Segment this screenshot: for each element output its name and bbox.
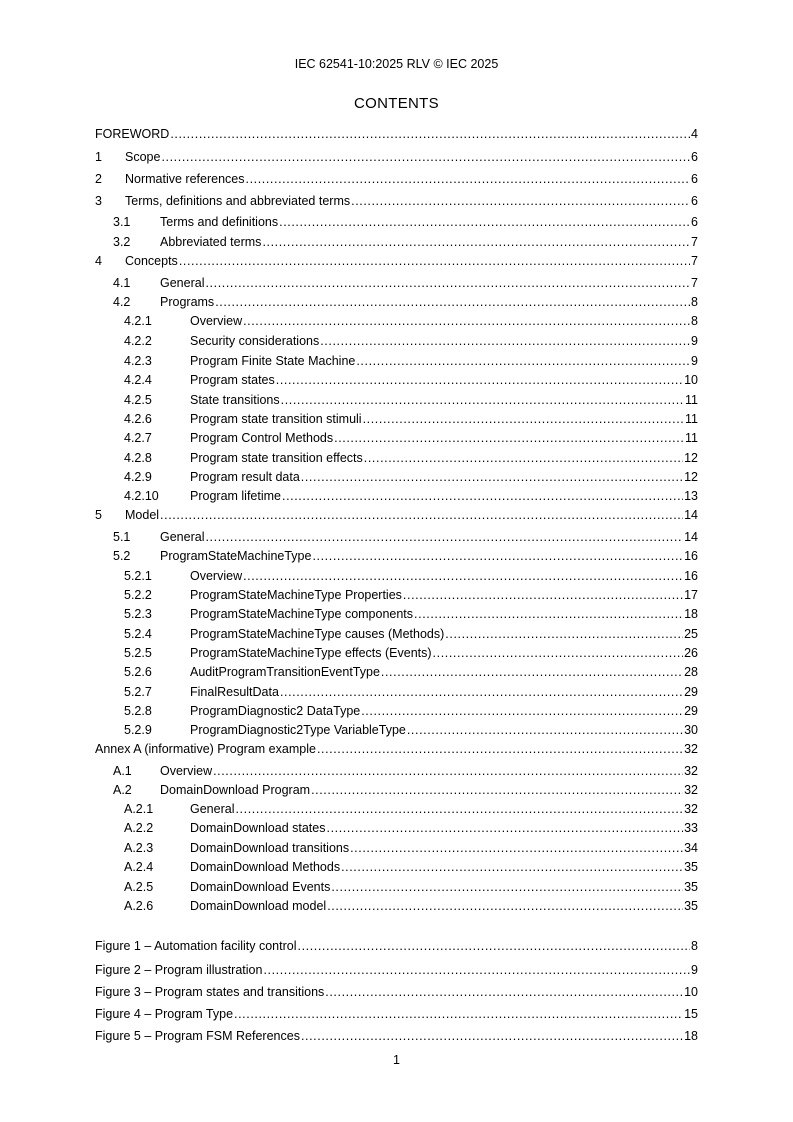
toc-entry-label: DomainDownload transitions <box>190 841 350 855</box>
toc-entry[interactable] <box>95 507 698 523</box>
toc-entry-label: AuditProgramTransitionEventType <box>190 665 380 679</box>
toc-entry-number: 4.2.1 <box>124 314 152 328</box>
toc-entry-page: 25 <box>684 627 698 641</box>
toc-entry-number: 5.1 <box>113 530 131 544</box>
toc-entry-page: 7 <box>691 276 698 290</box>
page-number: 1 <box>393 1053 400 1067</box>
toc-entry-page: 18 <box>684 1029 698 1043</box>
toc-entry[interactable] <box>95 469 698 485</box>
toc-entry[interactable] <box>95 548 698 564</box>
toc-dot-leader <box>320 333 690 349</box>
toc-entry-page: 7 <box>691 254 698 268</box>
toc-entry-label: Figure 1 – Automation facility control <box>95 939 297 953</box>
toc-entry-number: 4.2.6 <box>124 412 152 426</box>
toc-entry-page: 15 <box>684 1007 698 1021</box>
toc-entry-page: 34 <box>684 841 698 855</box>
toc-entry[interactable] <box>95 898 698 914</box>
toc-dot-leader <box>215 294 690 310</box>
toc-entry[interactable] <box>95 938 698 954</box>
toc-entry-label: DomainDownload model <box>190 899 327 913</box>
toc-dot-leader <box>325 984 683 1000</box>
toc-entry-page: 6 <box>691 150 698 164</box>
toc-dot-leader <box>317 741 683 757</box>
toc-dot-leader <box>280 684 683 700</box>
toc-entry[interactable] <box>95 782 698 798</box>
toc-entry[interactable] <box>95 193 698 209</box>
toc-entry-number: 5.2.8 <box>124 704 152 718</box>
toc-entry[interactable] <box>95 275 698 291</box>
toc-entry-page: 29 <box>684 685 698 699</box>
toc-entry-page: 6 <box>691 194 698 208</box>
toc-entry-page: 8 <box>691 314 698 328</box>
toc-entry-page: 26 <box>684 646 698 660</box>
toc-entry-number: 3.2 <box>113 235 131 249</box>
toc-dot-leader <box>213 763 683 779</box>
toc-entry[interactable] <box>95 392 698 408</box>
toc-entry-page: 35 <box>684 899 698 913</box>
toc-entry[interactable] <box>95 626 698 642</box>
toc-entry[interactable] <box>95 722 698 738</box>
toc-entry-number: 5.2.5 <box>124 646 152 660</box>
toc-entry[interactable] <box>95 294 698 310</box>
toc-entry-label: ProgramStateMachineType causes (Methods) <box>190 627 445 641</box>
toc-entry-label: ProgramStateMachineType Properties <box>190 588 402 602</box>
toc-entry[interactable] <box>95 645 698 661</box>
toc-entry[interactable] <box>95 664 698 680</box>
toc-entry-page: 33 <box>684 821 698 835</box>
toc-entry-page: 6 <box>691 215 698 229</box>
toc-entry-number: 4.2.4 <box>124 373 152 387</box>
toc-dot-leader <box>433 645 684 661</box>
toc-entry-label: Program lifetime <box>190 489 281 503</box>
toc-dot-leader <box>350 840 683 856</box>
toc-entry-page: 18 <box>684 607 698 621</box>
toc-dot-leader <box>301 1028 683 1044</box>
document-header: IEC 62541-10:2025 RLV © IEC 2025 <box>294 57 499 71</box>
toc-dot-leader <box>407 722 683 738</box>
toc-entry-label: Annex A (informative) Program example <box>95 742 316 756</box>
toc-entry[interactable] <box>95 411 698 427</box>
toc-entry-label: Program result data <box>190 470 300 484</box>
toc-entry[interactable] <box>95 984 698 1000</box>
toc-entry-page: 30 <box>684 723 698 737</box>
toc-entry-number: 5.2.2 <box>124 588 152 602</box>
toc-dot-leader <box>243 313 690 329</box>
toc-entry-page: 35 <box>684 880 698 894</box>
toc-entry-number: A.1 <box>113 764 132 778</box>
page-title: CONTENTS <box>354 95 439 112</box>
toc-entry[interactable] <box>95 606 698 622</box>
toc-entry[interactable] <box>95 840 698 856</box>
toc-entry-page: 16 <box>684 569 698 583</box>
toc-entry-label: Figure 2 – Program illustration <box>95 963 263 977</box>
toc-entry-page: 16 <box>684 549 698 563</box>
toc-dot-leader <box>235 801 683 817</box>
toc-entry-page: 14 <box>684 508 698 522</box>
toc-dot-leader <box>445 626 683 642</box>
toc-entry-label: Program state transition effects <box>190 451 363 465</box>
toc-entry-label: FOREWORD <box>95 127 170 141</box>
toc-entry-page: 7 <box>691 235 698 249</box>
toc-entry-number: 4.2.10 <box>124 489 159 503</box>
toc-entry-page: 12 <box>684 470 698 484</box>
toc-entry-number: A.2.5 <box>124 880 154 894</box>
toc-entry-number: A.2.1 <box>124 802 154 816</box>
toc-entry-label: Program states <box>190 373 275 387</box>
toc-entry-number: 4.1 <box>113 276 131 290</box>
toc-entry-page: 6 <box>691 172 698 186</box>
toc-dot-leader <box>170 126 690 142</box>
toc-entry[interactable] <box>95 820 698 836</box>
toc-entry-page: 14 <box>684 530 698 544</box>
toc-entry[interactable] <box>95 353 698 369</box>
toc-entry-page: 35 <box>684 860 698 874</box>
toc-entry[interactable] <box>95 253 698 269</box>
toc-entry-label: ProgramStateMachineType effects (Events) <box>190 646 432 660</box>
toc-dot-leader <box>298 938 691 954</box>
toc-dot-leader <box>403 587 683 603</box>
toc-entry-number: A.2.4 <box>124 860 154 874</box>
toc-entry-label: Figure 4 – Program Type <box>95 1007 234 1021</box>
toc-entry-number: A.2 <box>113 783 132 797</box>
toc-entry-page: 8 <box>691 295 698 309</box>
toc-entry-label: ProgramDiagnostic2 DataType <box>190 704 361 718</box>
toc-entry-label: Program state transition stimuli <box>190 412 362 426</box>
toc-entry-label: Overview <box>190 314 243 328</box>
toc-dot-leader <box>331 879 683 895</box>
toc-entry-label: Security considerations <box>190 334 320 348</box>
toc-dot-leader <box>262 234 690 250</box>
toc-entry[interactable] <box>95 149 698 165</box>
toc-dot-leader <box>243 568 683 584</box>
toc-entry-number: 3 <box>95 194 102 208</box>
toc-entry-page: 28 <box>684 665 698 679</box>
toc-entry[interactable] <box>95 450 698 466</box>
toc-dot-leader <box>179 253 690 269</box>
toc-entry-label: Overview <box>190 569 243 583</box>
toc-entry-label: Concepts <box>125 254 178 268</box>
toc-dot-leader <box>205 529 683 545</box>
toc-entry-number: 5.2.1 <box>124 569 152 583</box>
toc-entry[interactable] <box>95 234 698 250</box>
toc-entry-label: DomainDownload Methods <box>190 860 341 874</box>
toc-entry-number: 5.2 <box>113 549 131 563</box>
toc-dot-leader <box>327 820 684 836</box>
toc-entry-number: A.2.2 <box>124 821 154 835</box>
toc-entry-number: A.2.6 <box>124 899 154 913</box>
toc-entry-page: 11 <box>685 393 698 407</box>
toc-entry-page: 8 <box>691 939 698 953</box>
toc-entry-number: 4.2.3 <box>124 354 152 368</box>
toc-dot-leader <box>364 450 683 466</box>
toc-entry-number: 4.2.7 <box>124 431 152 445</box>
toc-entry-number: 5.2.4 <box>124 627 152 641</box>
toc-entry-number: 3.1 <box>113 215 131 229</box>
toc-dot-leader <box>263 962 690 978</box>
toc-entry-page: 9 <box>691 354 698 368</box>
toc-entry-label: ProgramDiagnostic2Type VariableType <box>190 723 406 737</box>
toc-entry-number: 5.2.3 <box>124 607 152 621</box>
toc-entry-label: General <box>160 530 205 544</box>
toc-dot-leader <box>381 664 683 680</box>
toc-entry-number: 5.2.9 <box>124 723 152 737</box>
toc-entry-label: Terms, definitions and abbreviated terms <box>125 194 351 208</box>
toc-entry-label: FinalResultData <box>190 685 279 699</box>
toc-entry-page: 32 <box>684 764 698 778</box>
toc-entry-number: 4.2.9 <box>124 470 152 484</box>
toc-entry-number: 4 <box>95 254 102 268</box>
toc-entry[interactable] <box>95 1006 698 1022</box>
toc-dot-leader <box>276 372 683 388</box>
toc-entry-number: 5.2.7 <box>124 685 152 699</box>
toc-dot-leader <box>246 171 691 187</box>
toc-entry[interactable] <box>95 703 698 719</box>
toc-entry-page: 9 <box>691 963 698 977</box>
toc-entry-number: 5 <box>95 508 102 522</box>
toc-entry-label: Program Finite State Machine <box>190 354 356 368</box>
toc-entry-label: Model <box>125 508 160 522</box>
toc-entry-page: 12 <box>684 451 698 465</box>
toc-entry[interactable] <box>95 587 698 603</box>
toc-entry[interactable] <box>95 962 698 978</box>
toc-entry-label: ProgramStateMachineType <box>160 549 312 563</box>
toc-entry[interactable] <box>95 879 698 895</box>
toc-entry[interactable] <box>95 430 698 446</box>
toc-dot-leader <box>341 859 683 875</box>
toc-entry-label: DomainDownload Events <box>190 880 331 894</box>
toc-dot-leader <box>361 703 683 719</box>
toc-dot-leader <box>234 1006 683 1022</box>
toc-entry[interactable] <box>95 171 698 187</box>
toc-entry[interactable] <box>95 529 698 545</box>
toc-dot-leader <box>205 275 690 291</box>
toc-entry-page: 9 <box>691 334 698 348</box>
toc-dot-leader <box>363 411 684 427</box>
toc-entry-label: Abbreviated terms <box>160 235 262 249</box>
toc-entry-label: Figure 5 – Program FSM References <box>95 1029 300 1043</box>
toc-entry[interactable] <box>95 214 698 230</box>
toc-entry-label: Scope <box>125 150 161 164</box>
toc-entry[interactable] <box>95 126 698 142</box>
toc-entry-label: General <box>190 802 235 816</box>
toc-entry-label: DomainDownload Program <box>160 783 311 797</box>
toc-entry-label: Program Control Methods <box>190 431 334 445</box>
toc-entry[interactable] <box>95 333 698 349</box>
toc-entry-label: General <box>160 276 205 290</box>
toc-entry-page: 32 <box>684 783 698 797</box>
toc-dot-leader <box>311 782 683 798</box>
toc-dot-leader <box>414 606 683 622</box>
toc-entry[interactable] <box>95 372 698 388</box>
toc-entry-label: Normative references <box>125 172 245 186</box>
toc-entry[interactable] <box>95 313 698 329</box>
toc-entry-number: 4.2.2 <box>124 334 152 348</box>
toc-entry-page: 10 <box>684 373 698 387</box>
toc-dot-leader <box>161 149 690 165</box>
toc-entry-page: 11 <box>685 431 698 445</box>
toc-entry[interactable] <box>95 859 698 875</box>
toc-entry-page: 4 <box>691 127 698 141</box>
toc-entry-label: ProgramStateMachineType components <box>190 607 414 621</box>
toc-entry-page: 17 <box>684 588 698 602</box>
toc-entry-page: 10 <box>684 985 698 999</box>
toc-entry-page: 13 <box>684 489 698 503</box>
toc-entry-number: A.2.3 <box>124 841 154 855</box>
toc-entry-number: 4.2.5 <box>124 393 152 407</box>
toc-entry-page: 32 <box>684 802 698 816</box>
toc-entry[interactable] <box>95 801 698 817</box>
toc-entry[interactable] <box>95 1028 698 1044</box>
toc-entry-page: 32 <box>684 742 698 756</box>
toc-dot-leader <box>281 392 684 408</box>
toc-entry-number: 4.2 <box>113 295 131 309</box>
toc-dot-leader <box>327 898 683 914</box>
toc-entry[interactable] <box>95 763 698 779</box>
toc-entry-label: Figure 3 – Program states and transitions <box>95 985 325 999</box>
toc-entry-number: 4.2.8 <box>124 451 152 465</box>
toc-entry-label: Terms and definitions <box>160 215 279 229</box>
toc-entry-page: 11 <box>685 412 698 426</box>
toc-entry-number: 2 <box>95 172 102 186</box>
toc-entry-label: State transitions <box>190 393 280 407</box>
toc-entry-label: DomainDownload states <box>190 821 326 835</box>
toc-entry-label: Programs <box>160 295 215 309</box>
toc-dot-leader <box>356 353 690 369</box>
toc-dot-leader <box>160 507 683 523</box>
toc-dot-leader <box>351 193 690 209</box>
toc-entry[interactable] <box>95 741 698 757</box>
toc-entry-page: 29 <box>684 704 698 718</box>
toc-entry-number: 1 <box>95 150 102 164</box>
toc-entry-label: Overview <box>160 764 213 778</box>
toc-entry[interactable] <box>95 568 698 584</box>
toc-entry-number: 5.2.6 <box>124 665 152 679</box>
toc-dot-leader <box>279 214 690 230</box>
toc-dot-leader <box>312 548 683 564</box>
toc-dot-leader <box>334 430 684 446</box>
toc-entry[interactable] <box>95 684 698 700</box>
toc-dot-leader <box>282 488 683 504</box>
toc-dot-leader <box>301 469 683 485</box>
toc-entry[interactable] <box>95 488 698 504</box>
